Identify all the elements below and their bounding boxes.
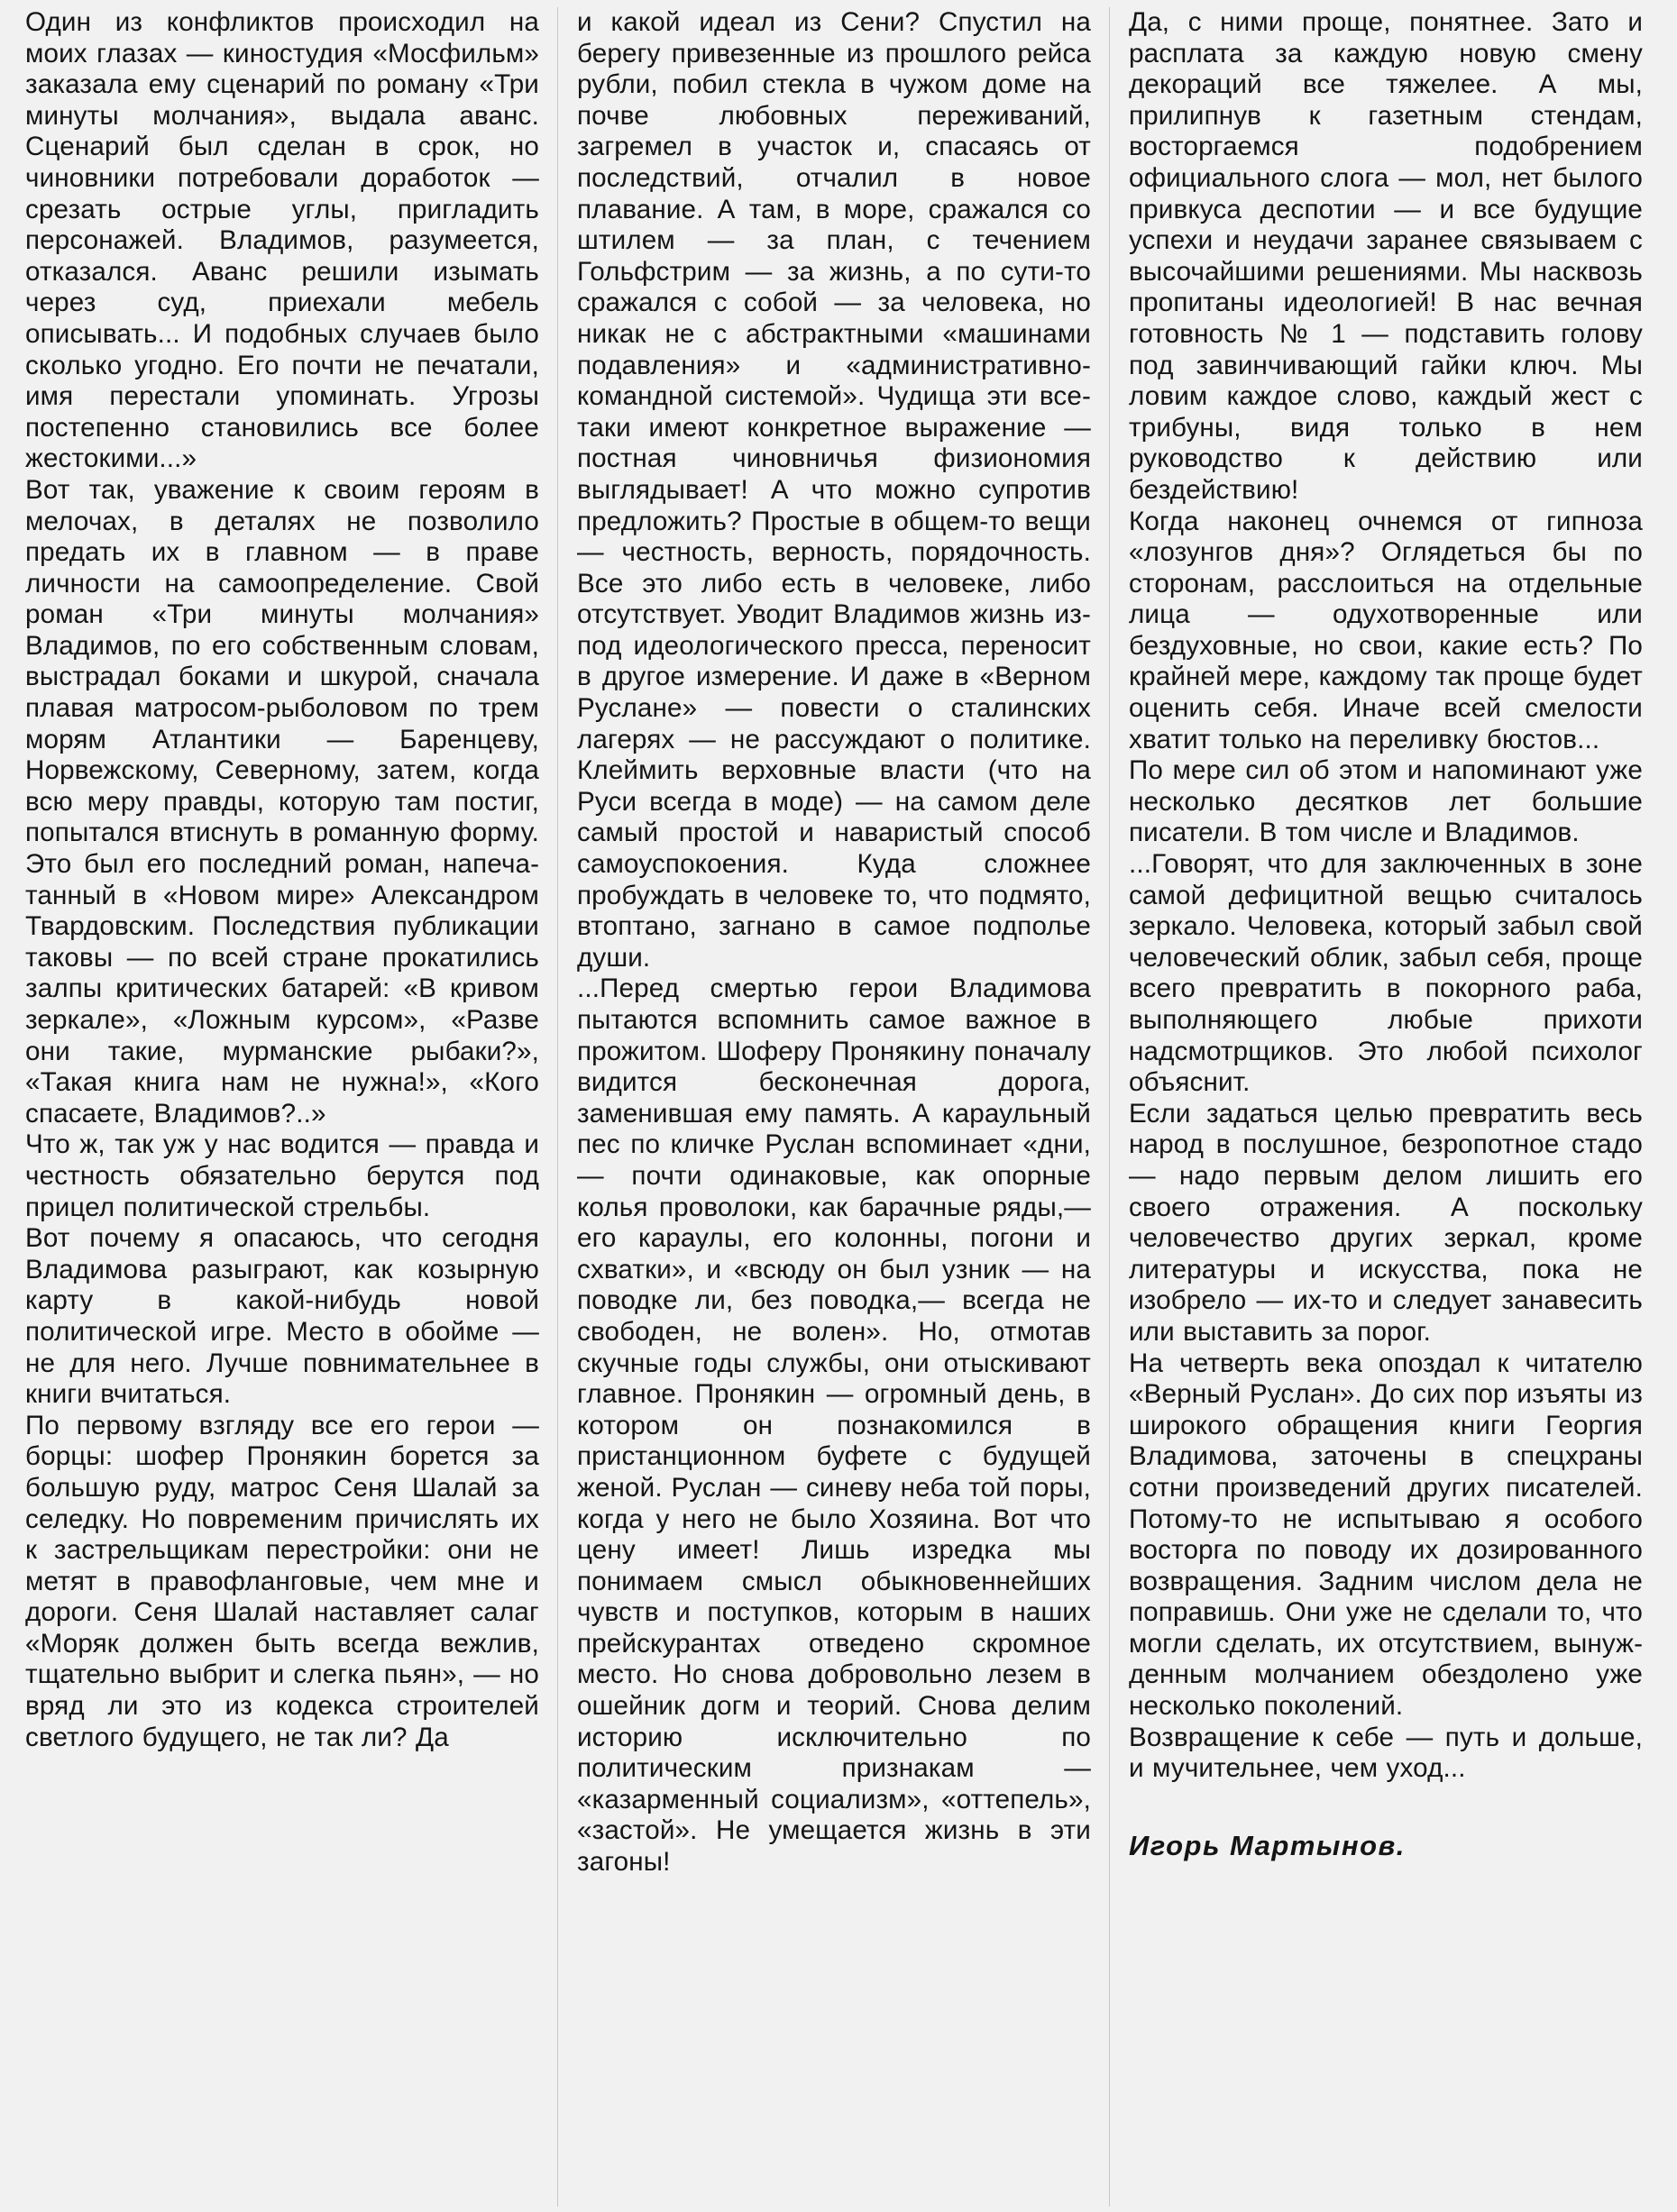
paragraph: и какой идеал из Сени? Спустил на берегу привезенные из прошлого рейса рубли, побил стекла в чужом доме на почве любовных переживаний, загремел в участок и, спасаясь от последствий, отчалил в новое плавание. А там, в море, сражался со штилем — за план, с течением Гольфстрим — за жизнь, а по сути-то сражался с собой — за человека, но никак не с абстрактными «машинами подавления» и «административно-командной системой». Чудища эти все-таки имеют конкретное выражение — постная чиновничья физиономия выглядывает! А что можно супротив предложить? Простые в общем-то вещи — честность, верность, порядочность. Все это либо есть в человеке, либо отсутствует. Уводит Владимов жизнь из-под идеологического пресса, переносит в другое измерение. И даже в «Верном Руслане» — повести о сталинских лагерях — не рассуждают о политике. Клеймить верховные власти (что на Руси всегда в моде) — на самом деле самый простой и наваристый способ самоуспокоения. Куда сложнее пробуждать в человеке то, что подмято, втоптано, загнано в самое подполье души. bbox=[577, 7, 1091, 973]
column-1 bbox=[20, 7, 545, 1753]
column-2 bbox=[572, 7, 1096, 1878]
paragraph: ...Перед смертью герои Владимова пытаются вспомнить самое важное в прожитом. Шоферу Пронякину поначалу видится бесконечная дорога, заменившая ему память. А караульный пес по кличке Руслан вспоминает «дни,— почти одинаковые, как опорные колья проволоки, как барачные ряды,— его караулы, его колонны, погони и схватки», и «всюду он был узник — на поводке ли, без поводка,— всегда не свободен, не волен». Но, отмотав скучные годы службы, они отыскивают главное. Пронякин — огромный день, в котором он познакомился в пристанционном буфете с будущей женой. Руслан — синеву неба той поры, когда у него не было Хозяина. Вот что цену имеет! Лишь изредка мы понимаем смысл обыкновеннейших чувств и поступков, которым в наших прейскурантах отведено скромное место. Но снова добровольно лезем в ошейник догм и теорий. Снова делим историю исключительно по политическим признакам — «казарменный социализм», «оттепель», «застой». Не умещается жизнь в эти загоны! bbox=[577, 973, 1091, 1878]
paragraph: ...Говорят, что для заключенных в зоне самой дефицитной вещью считалось зеркало. Человека, который забыл свой человеческий облик, забыл себя, проще всего превратить в покорного раба, выполняющего любые прихоти надсмотрщиков. Это любой психолог объяснит. bbox=[1129, 849, 1643, 1098]
paragraph: По первому взгляду все его герои — борцы: шофер Пронякин борется за большую руду, матрос Сеня Шалай за селедку. Но повременим причислять их к застрельщикам перестройки: они не метят в правофланговые, чем мне и дороги. Сеня Шалай наставляет салаг «Моряк должен быть всегда вежлив, тщательно выбрит и слегка пьян», — но вряд ли это из кодекса строителей светлого будущего, не так ли? Да bbox=[25, 1410, 539, 1752]
paragraph: Вот так, уважение к своим героям в мелочах, в деталях не позволило предать их в главном — в праве личности на самоопределение. Свой роман «Три минуты молчания» Владимов, по его собственным словам, выстрадал боками и шкурой, сначала плавая матросом-рыболовом по трем морям Атлантики — Баренцеву, Норвежскому, Северному, затем, когда всю меру правды, которую там постиг, попытался втиснуть в романную форму. Это был его последний роман, напечатанный в «Новом мире» Александром Твардовским. Последствия публикации таковы — по всей стране прокатились залпы критических батарей: «В кривом зеркале», «Ложным курсом», «Разве они такие, мурманские рыбаки?», «Такая книга нам не нужна!», «Кого спасаете, Владимов?..» bbox=[25, 474, 539, 1129]
column-3 bbox=[1123, 7, 1648, 1862]
paragraph: Если задаться целью превратить весь народ в послушное, безропотное стадо — надо первым делом лишить его своего отражения. А поскольку человечество других зеркал, кроме литературы и искусства, пока не изобрело — их-то и следует занавесить или выставить за порог. bbox=[1129, 1098, 1643, 1347]
paragraph: На четверть века опоздал к читателю «Верный Руслан». До сих пор изъяты из широкого обращения книги Георгия Владимова, заточены в спецхраны сотни произведений других писателей. Потому-то не испытываю я особого восторга по поводу их дозированного возвращения. Задним числом дела не поправишь. Они уже не сделали то, что могли сделать, их отсутствием, вынужденным молчанием обездолено уже несколько поколений. bbox=[1129, 1348, 1643, 1722]
paragraph: Что ж, так уж у нас водится — правда и честность обязательно берутся под прицел политической стрельбы. bbox=[25, 1129, 539, 1222]
paragraph: Вот почему я опасаюсь, что сегодня Владимова разыграют, как козырную карту в какой-нибудь новой политической игре. Место в обойме — не для него. Лучше повнимательнее в книги вчитаться. bbox=[25, 1223, 539, 1410]
paragraph: По мере сил об этом и напоминают уже несколько десятков лет большие писатели. В том числе и Владимов. bbox=[1129, 755, 1643, 848]
paragraph: Возвращение к себе — путь и дольше, и мучительнее, чем уход... bbox=[1129, 1722, 1643, 1784]
paragraph: Да, с ними проще, понятнее. Зато и расплата за каждую новую смену декораций все тяжелее. А мы, прилипнув к газетным стендам, восторгаемся подобрением официального слога — мол, нет былого привкуса деспотии — и все будущие успехи и неудачи заранее связываем с высочайшими решениями. Мы насквозь пропитаны идеологией! В нас вечная готовность № 1 — подставить голову под завинчивающий гайки ключ. Мы ловим каждое слово, каждый жест с трибуны, видя только в нем руководство к действию или бездействию! bbox=[1129, 7, 1643, 505]
paragraph: Один из конфликтов происходил на моих глазах — киностудия «Мосфильм» заказала ему сценарий по роману «Три минуты молчания», выдала аванс. Сценарий был сделан в срок, но чиновники потребовали доработок — срезать острые углы, пригладить персонажей. Владимов, разумеется, отказался. Аванс решили изымать через суд, приехали мебель описывать... И подобных случаев было сколько угодно. Его почти не печатали, имя перестали упоминать. Угрозы постепенно становились все более жестокими...» bbox=[25, 7, 539, 474]
article-columns bbox=[20, 7, 1661, 2207]
paragraph: Когда наконец очнемся от гипноза «лозунгов дня»? Оглядеться бы по сторонам, расслоиться на отдельные лица — одухотворенные или бездуховные, но свои, какие есть? По крайней мере, каждому так проще будет оценить себя. Иначе всей смелости хватит только на переливку бюстов... bbox=[1129, 506, 1643, 754]
author-signature: Игорь Мартынов. bbox=[1129, 1829, 1406, 1861]
